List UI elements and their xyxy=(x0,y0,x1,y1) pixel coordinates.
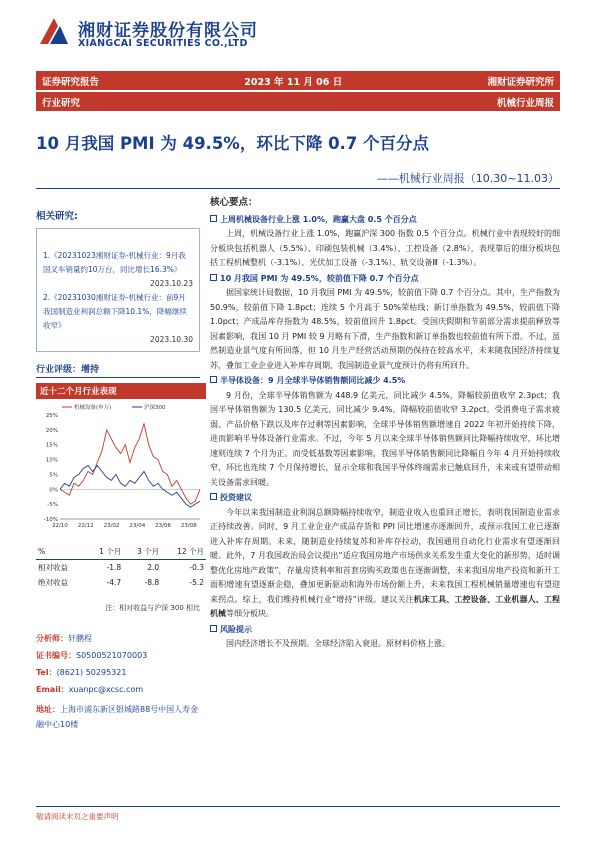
page-subtitle: ——机械行业周报（10.30~11.03） xyxy=(376,172,559,185)
section-body xyxy=(210,506,560,622)
y-tick-label: 25% xyxy=(45,413,58,419)
checkbox-icon xyxy=(210,215,217,222)
series-line xyxy=(60,466,200,508)
body-text: 今年以来我国制造业利润总额降幅持续收窄，制造业收入也重回正增长，表明我国制造业需求正持续改善。同时，9 月工业企业产成品存货和 PPI 同比增速亦逐渐回升，或预示我国工业已逐渐进入补库存周期。未来，随制造业持续复苏和补库存拉动，我国通用自动化行业需求有望逐渐回暖。此外，7 月我国政治局会议提出“适应我国房地产市场供求关系发生重大变化的新形势，适时调整优化房地产政策”，存量房贷利率和首套房购买政策也在逐渐调整，未来我国房地产投资和新开工面积增速有望逐渐企稳，叠加更新驱动和海外市场份额上升，未来我国工程机械销量增速也有望迎来拐点。综上，我们维持机械行业“增持”评级。建议关注 xyxy=(210,507,560,604)
table-cell: 2.0 xyxy=(147,563,160,572)
section-heading xyxy=(210,491,560,506)
section-body: 9 月份，全球半导体销售额为 448.9 亿美元，同比减少 4.5%，降幅较前值收窄 2.3pct；我国半导体销售额为 130.5 亿美元，同比减少 9.4%，降幅较前值收窄 3.2pct。受消费电子需求疲弱、产品价格下跌以及库存过剩等因素影响，全球半导体销售额增速自 2022 年初开始持续下降，进而影响半导体设备行业需求。不过，今年 5 月以来全球半导体销售额同比降幅持续收窄，环比增速则连续 7 个月为正。而受低基数等因素影响，我国半导体销售额同比降幅自今年 4 月开始持续收窄，环比也连续 7 个月保持增长，显示全球和我国半导体终端需求已触底回升，未来或有望带动相关设备需求回暖。 xyxy=(210,390,560,487)
legend-label: 机械设备(申万) xyxy=(74,405,112,411)
table-row xyxy=(36,560,206,576)
checkbox-icon xyxy=(210,274,217,281)
cert-label: 证书编号： xyxy=(36,651,76,660)
body-bold-text: 机床工具、工控设备、工业机器人、工程机械 xyxy=(210,594,561,618)
performance-table xyxy=(36,544,206,590)
section-heading xyxy=(210,374,560,389)
related-item-text[interactable]: 1.《20231023湘财证券-机械行业：9月我国叉车销量约10万台，同比增长16.3%》 xyxy=(43,251,186,274)
tel-label: Tel： xyxy=(36,668,57,677)
table-cell: -4.7 xyxy=(106,578,122,587)
chart-title: 近十二个月行业表现 xyxy=(36,383,206,399)
table-header-cell: 12 个月 xyxy=(161,544,206,560)
section-heading xyxy=(210,213,560,228)
industry-performance-chart xyxy=(36,383,206,541)
related-heading: 相关研究: xyxy=(36,211,78,222)
company-name-cn: 湘财证券股份有限公司 xyxy=(78,21,258,41)
legend-label: 沪深300 xyxy=(144,405,166,411)
company-name-en: XIANGCAI SECURITIES CO.,LTD xyxy=(78,38,248,49)
related-item-text[interactable]: 2.《20231030湘财证券-机械行业：前9月我国制造业利润总额下降10.1%，降幅继续收窄》 xyxy=(43,293,187,330)
analyst-name-label: 分析师： xyxy=(36,634,68,643)
x-tick-label: 22/12 xyxy=(77,523,94,529)
performance-note: 注：相对收益与沪深 300 相比 xyxy=(105,604,200,612)
x-tick-label: 22/10 xyxy=(52,523,68,529)
section-title: 半导体设备：9 月全球半导体销售额同比减少 4.5% xyxy=(220,376,406,385)
company-logo xyxy=(36,14,72,50)
email-label: Email： xyxy=(36,685,69,694)
section-body: 据国家统计局数据，10 月我国 PMI 为 49.5%，较前值下降 0.7 个百分点。其中，生产指数为 50.9%，较前值下降 1.8pct；连续 5 个月高于 50%荣枯线；新订单指数为 49.5%，较前值下降 1.0pct；产成品库存指数为 48.5%，较前值回升 1.8pct。受国庆假期和节前部分需求提前释放等因素影响，我国 10 月 PMI 较 9 月略有下滑，生产指数和新订单指数也较前值有所下滑。不过，虽然制造业景气度有所回落，但 10 月生产经营活动预期仍保持在较高水平，未来随我国经济持续复苏，叠加工业企业进入补库存周期，我国制造业景气度预计仍将有所回升。 xyxy=(210,288,560,370)
checkbox-icon xyxy=(210,376,217,383)
report-date: 2023 年 11 月 06 日 xyxy=(244,76,343,88)
report-series: 机械行业周报 xyxy=(496,97,554,109)
related-item-date: 2023.10.30 xyxy=(150,335,193,344)
related-item[interactable] xyxy=(43,291,193,347)
header-bar-bottom xyxy=(36,92,560,111)
cert-number: S0500521070003 xyxy=(76,651,148,660)
address-label: 地址： xyxy=(36,705,60,714)
related-item[interactable] xyxy=(43,249,193,291)
section-heading xyxy=(210,272,560,287)
related-item-date: 2023.10.23 xyxy=(150,279,193,288)
research-category: 行业研究 xyxy=(42,97,81,109)
report-type: 证券研究报告 xyxy=(42,76,100,88)
table-header-cell: % xyxy=(36,544,85,560)
table-cell: -1.8 xyxy=(106,563,122,572)
y-tick-label: -5% xyxy=(47,502,58,509)
table-header-row xyxy=(36,544,206,560)
x-tick-label: 23/08 xyxy=(180,523,197,529)
footer-disclaimer: 敬请阅读末页之重要声明 xyxy=(36,812,119,821)
section-body: 上周，机械设备行业上涨 1.0%，跑赢沪深 300 指数 0.5 个百分点。机械行业中表现较好的细分板块包括机器人（5.5%）、印刷包装机械（3.4%）、工控设备（2.8%），表现靠后的细分板块包括工程机械整机（-3.1%）、光伏加工设备（-3.1%）、轨交设备Ⅲ（-1.3%）。 xyxy=(210,229,560,267)
tel-number: (8621) 50295321 xyxy=(56,668,127,677)
checkbox-icon xyxy=(210,493,217,500)
analyst-info xyxy=(36,630,206,698)
table-header-cell: 1 个月 xyxy=(85,544,123,560)
title-divider xyxy=(36,188,560,189)
x-tick-label: 23/06 xyxy=(155,523,171,529)
table-row xyxy=(36,575,206,590)
y-tick-label: 0% xyxy=(49,487,58,494)
header-bar-top xyxy=(36,71,560,90)
body-text: 等细分板块。 xyxy=(226,609,274,618)
section-heading xyxy=(210,623,560,638)
table-cell: -0.3 xyxy=(189,563,204,572)
section-title: 风险提示 xyxy=(220,624,252,634)
chart-svg xyxy=(36,399,206,539)
y-tick-label: 10% xyxy=(45,457,58,464)
page-title: 10 月我国 PMI 为 49.5%，环比下降 0.7 个百分点 xyxy=(36,134,430,153)
address-block xyxy=(36,702,206,732)
related-list xyxy=(36,228,200,352)
section-title: 10 月我国 PMI 为 49.5%，较前值下降 0.7 个百分点 xyxy=(220,273,419,283)
y-tick-label: -10% xyxy=(43,517,58,523)
related-research xyxy=(36,208,200,352)
section-title: 投资建议 xyxy=(220,493,252,502)
y-tick-label: 15% xyxy=(45,442,58,449)
analyst-name: 轩鹏程 xyxy=(68,634,92,643)
y-tick-label: 5% xyxy=(49,472,58,479)
table-cell: 相对收益 xyxy=(38,563,68,572)
series-line xyxy=(60,424,200,504)
x-tick-label: 23/02 xyxy=(103,523,120,529)
checkbox-icon xyxy=(210,625,217,632)
industry-rating: 行业评级：增持 xyxy=(36,362,200,378)
y-tick-label: 20% xyxy=(45,427,58,434)
footer-divider xyxy=(36,806,560,807)
table-cell: 绝对收益 xyxy=(38,578,68,587)
x-tick-label: 23/04 xyxy=(129,523,146,529)
table-cell: -8.8 xyxy=(144,578,160,587)
section-body: 国内经济增长不及预期。全球经济陷入衰退。原材料价格上涨。 xyxy=(226,639,450,648)
section-title: 上周机械设备行业上涨 1.0%，跑赢大盘 0.5 个百分点 xyxy=(220,214,417,224)
main-content xyxy=(210,196,560,652)
core-points-heading: 核心要点： xyxy=(210,197,258,208)
table-header-cell: 3 个月 xyxy=(123,544,161,560)
address-text: 上海市浦东新区银城路88号中国人寿金融中心10楼 xyxy=(36,705,199,729)
email-link[interactable]: xuanpc@xcsc.com xyxy=(68,685,144,694)
research-institute: 湘财证券研究所 xyxy=(487,76,554,88)
table-cell: -5.2 xyxy=(189,578,204,587)
